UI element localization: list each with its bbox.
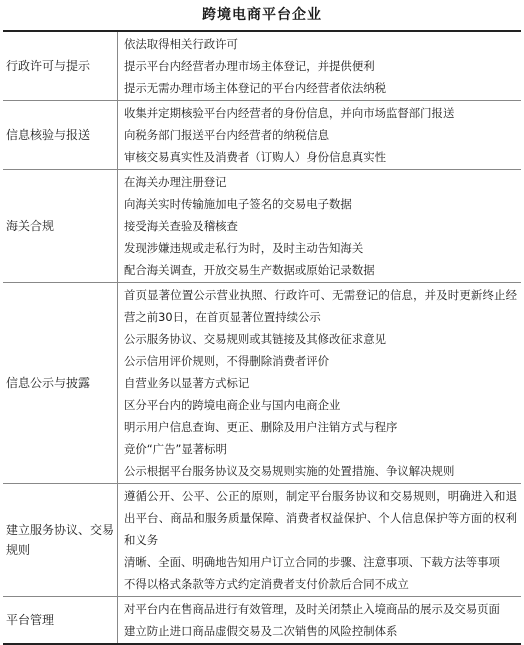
- list-item: 遵循公开、公平、公正的原则，制定平台服务协议和交易规则，明确进入和退出平台、商品和服务质量保障、消费者权益保护、个人信息保护等方面的权利和义务: [124, 489, 517, 547]
- list-item: 公示根据平台服务协议及交易规则实施的处置措施、争议解决规则: [124, 464, 455, 478]
- list-item: 不得以格式条款等方式约定消费者支付价款后合同不成立: [124, 577, 409, 591]
- list-item: 首页显著位置公示营业执照、行政许可、无需登记的信息，并及时更新终止经营之前30日，在首页显著位置持续公示: [124, 288, 517, 324]
- row-category: 海关合规: [3, 170, 118, 282]
- list-item: 对平台内在售商品进行有效管理，及时关闭禁止入境商品的展示及交易页面: [124, 602, 500, 616]
- row-category: 行政许可与提示: [3, 32, 118, 100]
- table-row: [3, 100, 521, 169]
- list-item: 竞价“广告”显著标明: [124, 442, 227, 456]
- list-item: 向税务部门报送平台内经营者的纳税信息: [124, 128, 330, 142]
- row-items: [118, 170, 521, 282]
- row-items: [118, 32, 521, 100]
- table-row: [3, 32, 521, 100]
- list-item: 向海关实时传输施加电子签名的交易电子数据: [124, 197, 352, 211]
- list-item: 在海关办理注册登记: [124, 175, 227, 189]
- row-category: 信息公示与披露: [3, 283, 118, 483]
- list-item: 发现涉嫌违规或走私行为时，及时主动告知海关: [124, 241, 364, 255]
- list-item: 建立防止进口商品虚假交易及二次销售的风险控制体系: [124, 624, 398, 638]
- table-row: [3, 169, 521, 282]
- requirements-table: [3, 30, 521, 645]
- table-title: 跨境电商平台企业: [202, 7, 322, 23]
- list-item: 公示信用评价规则，不得删除消费者评价: [124, 354, 330, 368]
- row-items: [118, 484, 521, 596]
- list-item: 清晰、全面、明确地告知用户订立合同的步骤、注意事项、下载方法等事项: [124, 555, 500, 569]
- list-item: 依法取得相关行政许可: [124, 37, 238, 51]
- list-item: 提示无需办理市场主体登记的平台内经营者依法纳税: [124, 81, 386, 95]
- table-row: [3, 483, 521, 596]
- row-items: [118, 101, 521, 169]
- row-items: [118, 597, 521, 643]
- list-item: 公示服务协议、交易规则或其链接及其修改征求意见: [124, 332, 386, 346]
- table-row: [3, 282, 521, 483]
- list-item: 区分平台内的跨境电商企业与国内电商企业: [124, 398, 341, 412]
- list-item: 配合海关调查，开放交易生产数据或原始记录数据: [124, 263, 375, 277]
- list-item: 提示平台内经营者办理市场主体登记，并提供便利: [124, 59, 375, 73]
- row-category: 平台管理: [3, 597, 118, 643]
- row-category: 信息核验与报送: [3, 101, 118, 169]
- list-item: 接受海关查验及稽核查: [124, 219, 238, 233]
- row-category: 建立服务协议、交易规则: [3, 484, 118, 596]
- list-item: 自营业务以显著方式标记: [124, 376, 250, 390]
- list-item: 收集并定期核验平台内经营者的身份信息，并向市场监督部门报送: [124, 106, 455, 120]
- list-item: 明示用户信息查询、更正、删除及用户注销方式与程序: [124, 420, 398, 434]
- row-items: [118, 283, 521, 483]
- list-item: 审核交易真实性及消费者（订购人）身份信息真实性: [124, 150, 386, 164]
- table-row: [3, 596, 521, 643]
